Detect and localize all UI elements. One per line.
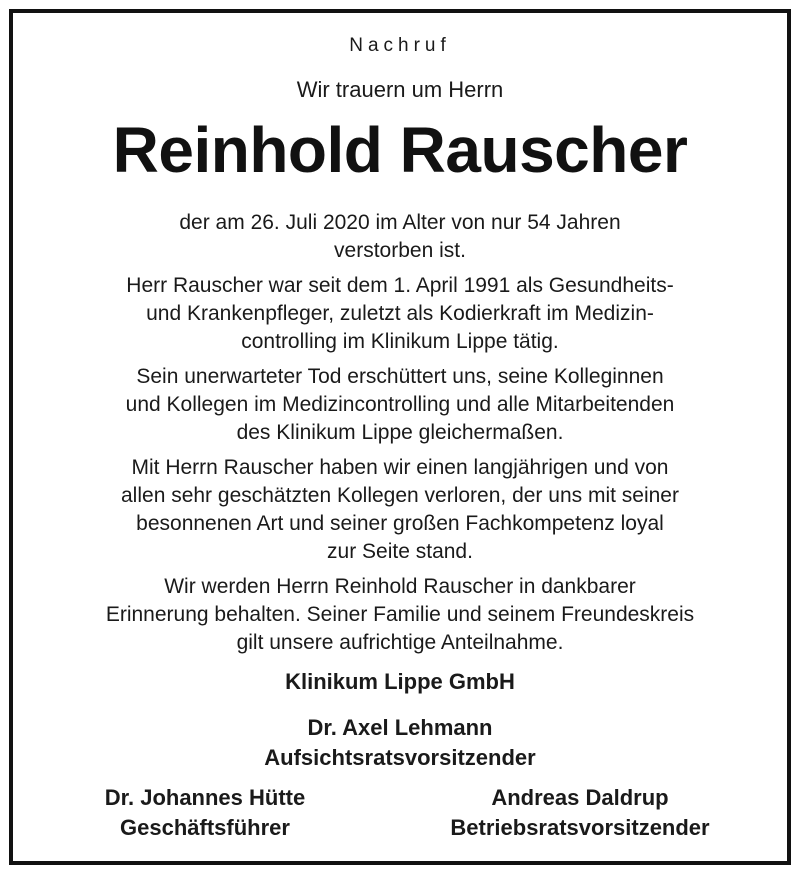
heading: Nachruf — [349, 35, 451, 56]
signature-right — [395, 783, 765, 843]
text-line: Erinnerung behalten. Seiner Familie und seinem Freundeskreis — [105, 603, 695, 626]
right-signer-title: Betriebsratsvorsitzender — [450, 815, 710, 840]
paragraph-3 — [37, 363, 763, 447]
text-line: Herr Rauscher war seit dem 1. April 1991 als Gesundheits- — [126, 274, 674, 297]
chair-title: Aufsichtsratsvorsitzender — [264, 745, 536, 770]
text-line: zur Seite stand. — [327, 540, 473, 563]
chair-name: Dr. Axel Lehmann — [307, 715, 493, 740]
signature-left — [45, 783, 365, 843]
paragraph-4 — [37, 454, 763, 566]
text-line: der am 26. Juli 2020 im Alter von nur 54 Jahren — [179, 211, 621, 234]
right-signer-name: Andreas Daldrup — [491, 785, 669, 810]
text-line: Wir werden Herrn Reinhold Rauscher in dankbarer — [164, 575, 636, 598]
paragraph-2 — [37, 272, 763, 356]
text-line: Sein unerwarteter Tod erschüttert uns, seine Kolleginnen — [136, 365, 664, 388]
obituary-frame — [9, 9, 791, 865]
signature-organization: Klinikum Lippe GmbH — [285, 669, 515, 694]
left-signer-title: Geschäftsführer — [120, 815, 290, 840]
left-signer-name: Dr. Johannes Hütte — [104, 785, 306, 810]
text-line: controlling im Klinikum Lippe tätig. — [241, 330, 559, 353]
text-line: verstorben ist. — [334, 239, 466, 262]
deceased-name: Reinhold Rauscher — [112, 114, 688, 186]
intro-line: Wir trauern um Herrn — [296, 77, 504, 102]
obituary-body — [37, 209, 763, 664]
text-line: besonnenen Art und seiner großen Fachkompetenz loyal — [136, 512, 664, 535]
paragraph-1 — [37, 209, 763, 265]
text-line: und Krankenpfleger, zuletzt als Kodierkraft im Medizin- — [146, 302, 654, 325]
text-line: und Kollegen im Medizincontrolling und alle Mitarbeitenden — [125, 393, 675, 416]
text-line: Mit Herrn Rauscher haben wir einen langjährigen und von — [131, 456, 669, 479]
text-line: des Klinikum Lippe gleichermaßen. — [236, 421, 564, 444]
text-line: allen sehr geschätzten Kollegen verloren, der uns mit seiner — [121, 484, 679, 507]
paragraph-5 — [37, 573, 763, 657]
signature-chair — [13, 713, 787, 773]
text-line: gilt unsere aufrichtige Anteilnahme. — [236, 631, 564, 654]
